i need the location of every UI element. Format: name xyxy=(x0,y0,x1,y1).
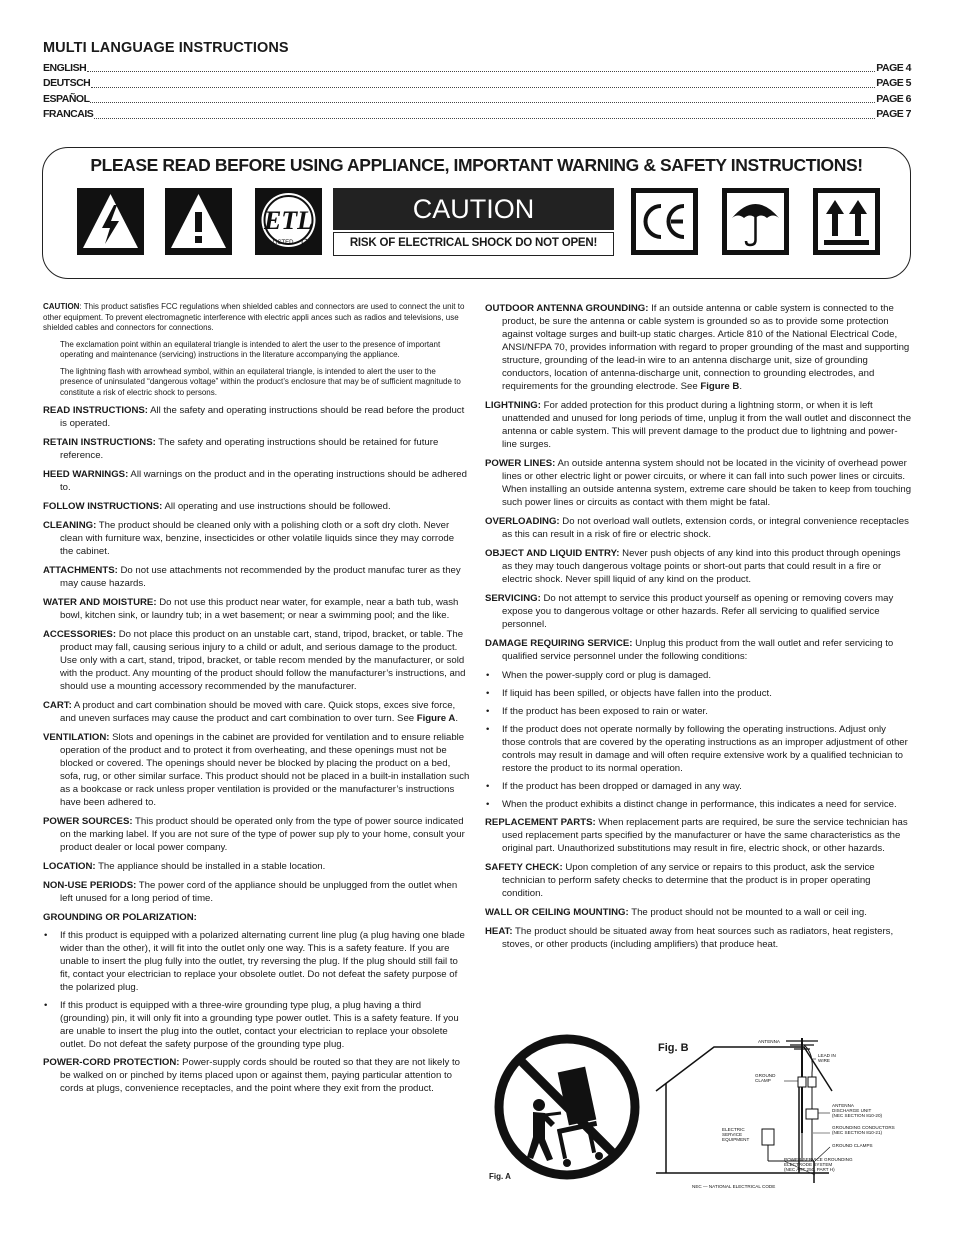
cart-item xyxy=(43,699,470,725)
item-text: Do not place this product on an unstable cart, stand, tripod, bracket, or table. The product may fall, causing serious injury to a child or adult, and serious damage to the product. Use only with a cart, stand, tripod, bracket, or table recom mended by the manufacturer, or sold with the product. Any mounting of the product should follow the manufacturer’s instructions, and should use a mounting accessory recommended by the manufacturer. xyxy=(60,629,466,692)
toc-lang: FRANCAIS xyxy=(43,108,94,121)
safety-check-item xyxy=(485,861,912,900)
heat-item xyxy=(485,925,912,951)
figure-b-antenna-grounding xyxy=(654,1033,912,1191)
damage-bullet: • If the product has been exposed to rain or water. xyxy=(485,705,912,718)
item-heading: VENTILATION: xyxy=(43,732,110,743)
caution-heading: CAUTION xyxy=(43,302,80,311)
read-instructions-item xyxy=(43,404,470,430)
item-heading: POWER LINES: xyxy=(485,458,556,469)
damage-bullet: • If liquid has been spilled, or objects have fallen into the product. xyxy=(485,687,912,700)
grounding-bullet: • If this product is equipped with a polarized alternating current line plug (a plug having one blade wider than the other), it will fit into the outlet only one way. This is a safety feature. If you are unable to insert the plug fully into the outlet, try reversing the plug. If the plug should still fail to fit, contact your electrician to replace your obsolete outlet. Do not defeat the safety purpose of the polarized plug. xyxy=(43,929,470,994)
servicing-item xyxy=(485,592,912,631)
toc-row-english xyxy=(43,61,911,76)
antenna-grounding-item xyxy=(485,302,912,393)
this-way-up-icon xyxy=(813,188,880,255)
item-text: The safety and operating instructions should be retained for future reference. xyxy=(60,437,439,461)
item-heading: RETAIN INSTRUCTIONS: xyxy=(43,437,156,448)
item-text: The product should be cleaned only with a polishing cloth or a soft dry cloth. Never clean with furniture wax, benzine, insecticides or other volatile liquids since they may corrode the cabinet. xyxy=(60,520,455,557)
damage-bullet: • When the power-supply cord or plug is damaged. xyxy=(485,669,912,682)
item-text: All warnings on the product and in the operating instructions should be adhered to. xyxy=(60,469,467,493)
damage-bullet: • When the product exhibits a distinct change in performance, this indicates a need for service. xyxy=(485,798,912,811)
lead-in-label-2: WIRE xyxy=(818,1058,830,1063)
figure-a-label: Fig. A xyxy=(489,1172,511,1181)
figure-b-ref: Figure B xyxy=(700,381,740,392)
grounding-bullet: • If this product is equipped with a three-wire grounding type plug, a plug having a third (grounding) pin, it will only fit into a grounding type power outlet. This is a safety feature. If you are unable to insert the plug into the outlet, contact your electrician to replace your obsolete outlet. Do not defeat the safety purpose of the grounding type plug. xyxy=(43,999,470,1051)
toc-page: PAGE 6 xyxy=(876,92,911,105)
electric-service-label-3: EQUIPMENT xyxy=(722,1137,750,1142)
item-heading: CLEANING: xyxy=(43,520,97,531)
ce-mark-icon xyxy=(631,188,698,255)
svg-text:ETL: ETL xyxy=(263,206,314,235)
damage-bullet: • If the product does not operate normally by following the operating instructions. Adjust only those controls that are covered by the operating instructions as an improper adjustment of other controls may result in damage and will often require extensive work by a qualified technician to restore the product to its normal operation. xyxy=(485,723,912,775)
item-text: Do not attempt to service this product yourself as opening or removing covers may expose you to dangerous voltage or other hazards. Refer all servicing to qualified service personnel. xyxy=(502,593,894,630)
power-service-grounding-label-2: ELECTRODE SYSTEM xyxy=(784,1162,833,1167)
item-heading: REPLACEMENT PARTS: xyxy=(485,817,596,828)
water-moisture-item xyxy=(43,596,470,622)
nec-label: NEC — NATIONAL ELECTRICAL CODE xyxy=(692,1184,776,1189)
replacement-parts-item xyxy=(485,816,912,855)
location-item xyxy=(43,860,470,873)
toc-row-deutsch xyxy=(43,76,911,91)
discharge-unit-label-3: (NEC SECTION 810-20) xyxy=(832,1113,883,1118)
damage-bullet: • If the product has been dropped or damaged in any way. xyxy=(485,780,912,793)
retain-instructions-item xyxy=(43,436,470,462)
toc-lang: ESPAÑOL xyxy=(43,92,90,105)
item-text: The product should not be mounted to a wall or ceil ing. xyxy=(628,907,867,918)
toc-row-francais xyxy=(43,107,911,122)
item-end: . xyxy=(739,381,742,392)
caution-label: CAUTION xyxy=(333,188,614,230)
item-heading: DAMAGE REQUIRING SERVICE: xyxy=(485,638,633,649)
item-text: All the safety and operating instructions should be read before the product is operated. xyxy=(60,405,465,429)
item-heading: HEED WARNINGS: xyxy=(43,469,129,480)
item-text: Do not overload wall outlets, extension cords, or integral convenience receptacles as this can result in a risk of fire or electric shock. xyxy=(502,516,909,540)
non-use-periods-item xyxy=(43,879,470,905)
cleaning-item xyxy=(43,519,470,558)
item-heading: POWER SOURCES: xyxy=(43,816,133,827)
item-heading: LIGHTNING: xyxy=(485,400,541,411)
item-text: Unplug this product from the wall outlet and refer servicing to qualified service personnel under the following conditions: xyxy=(502,638,894,662)
item-text: Do not use this product near water, for example, near a bath tub, wash bowl, kitchen sink, or laundry tub; in a wet basement; or near a swimming pool; and the like. xyxy=(60,597,459,621)
grounding-conductors-label: GROUNDING CONDUCTORS xyxy=(832,1125,895,1130)
item-text: Never push objects of any kind into this product through openings as they may touch dangerous voltage points or short-out parts that could result in a fire or electric shock. Never spill liquid of any kind on the product. xyxy=(502,548,901,585)
discharge-unit-label-2: DISCHARGE UNIT xyxy=(832,1108,872,1113)
electric-service-label: ELECTRIC xyxy=(722,1127,745,1132)
damage-requiring-service-item xyxy=(485,637,912,663)
left-column xyxy=(43,302,470,1101)
power-cord-item xyxy=(43,1056,470,1095)
ground-clamp-label: GROUND xyxy=(755,1073,776,1078)
grounding-heading: GROUNDING OR POLARIZATION: xyxy=(43,912,197,923)
power-sources-item xyxy=(43,815,470,854)
right-column xyxy=(485,302,912,957)
ground-clamp-label-2: CLAMP xyxy=(755,1078,771,1083)
item-heading: POWER-CORD PROTECTION: xyxy=(43,1057,180,1068)
item-heading: OBJECT AND LIQUID ENTRY: xyxy=(485,548,620,559)
item-heading: OVERLOADING: xyxy=(485,516,560,527)
item-text: A product and cart combination should be moved with care. Quick stops, exces sive force, and uneven surfaces may cause the product and cart combination to over turn. See xyxy=(60,700,456,724)
electric-service-label-2: SERVICE xyxy=(722,1132,743,1137)
item-text: Power-supply cords should be routed so that they are not likely to be walked on or pinched by items placed upon or against them, paying particular attention to cords at plugs, convenience receptacles, and the point where they exit from the product. xyxy=(60,1057,460,1094)
item-heading: HEAT: xyxy=(485,926,513,937)
toc-leader xyxy=(87,61,875,72)
antenna-label: ANTENNA xyxy=(758,1039,780,1044)
object-liquid-entry-item xyxy=(485,547,912,586)
toc-row-espanol xyxy=(43,92,911,107)
figure-a-ref: Figure A xyxy=(416,713,456,724)
wall-ceiling-mounting-item xyxy=(485,906,912,919)
toc-lang: ENGLISH xyxy=(43,62,87,74)
item-heading: FOLLOW INSTRUCTIONS: xyxy=(43,501,163,512)
item-heading: CART: xyxy=(43,700,72,711)
item-text: An outside antenna system should not be located in the vicinity of overhead power lines or other electric light or power circuits, or where it can fall into such power lines or circuits. When installing an outside antenna system, extreme care should be taken to keep from touching such power lines or circuits as contact with them might be fatal. xyxy=(502,458,912,508)
etl-listed-text: LISTED xyxy=(272,240,294,246)
item-heading: ACCESSORIES: xyxy=(43,629,117,640)
lightning-triangle-icon xyxy=(77,188,144,255)
item-text: The product should be situated away from heat sources such as radiators, heat registers, stoves, or other products (including amplifiers) that produce heat. xyxy=(502,926,894,950)
toc-lang: DEUTSCH xyxy=(43,77,91,90)
item-heading: SAFETY CHECK: xyxy=(485,862,563,873)
umbrella-icon xyxy=(722,188,789,255)
toc-page: PAGE 5 xyxy=(876,77,911,90)
follow-instructions-item xyxy=(43,500,470,513)
item-text: All operating and use instructions should be followed. xyxy=(162,501,391,512)
caution-subtext: RISK OF ELECTRICAL SHOCK DO NOT OPEN! xyxy=(333,232,614,256)
figure-a-cart-warning xyxy=(487,1033,647,1185)
item-heading: READ INSTRUCTIONS: xyxy=(43,405,148,416)
item-heading: WALL OR CEILING MOUNTING: xyxy=(485,907,629,918)
item-text: When replacement parts are required, be sure the service technician has used replacement parts specified by the manufacturer or have the same characteristics as the original part. Unauthorized substitutions may result in fire, electric shock, or other hazards. xyxy=(502,817,908,854)
lightning-note: The lightning flash with arrowhead symbol, within an equilateral triangle, is intended to alert the user to the presence of uninsulated “dangerous voltage” within the product’s enclosure that may be of sufficient magnitude to constitute a risk of electric shock to persons. xyxy=(60,366,461,397)
ground-clamps-label: GROUND CLAMPS xyxy=(832,1143,873,1148)
accessories-item xyxy=(43,628,470,693)
etl-listed-icon xyxy=(255,188,322,255)
grounding-conductors-label-2: (NEC SECTION 810-21) xyxy=(832,1130,883,1135)
warning-title: PLEASE READ BEFORE USING APPLIANCE, IMPORTANT WARNING & SAFETY INSTRUCTIONS! xyxy=(90,155,863,175)
item-text: The appliance should be installed in a stable location. xyxy=(95,861,326,872)
item-text: For added protection for this product during a lightning storm, or when it is left unattended and unused for long periods of time, unplug it from the wall outlet and disconnect the antenna or cable system. This will prevent damage to the product due to lightning and power-line surges. xyxy=(502,400,912,450)
item-text: Upon completion of any service or repairs to this product, ask the service technician to perform safety checks to determine that the product is in proper operating condition. xyxy=(502,862,875,899)
item-heading: SERVICING: xyxy=(485,593,541,604)
item-text: If an outside antenna or cable system is connected to the product, be sure the antenna or cable system is grounded so as to provide some protection against voltage surges and built-up static charges. Article 810 of the National Electrical Code, ANSI/NFPA 70, provides information with regard to proper grounding of the mast and supporting structure, grounding of the lead-in wire to an antenna discharge unit, size of grounding conductors, location of antenna-discharge unit, connection to grounding electrodes, and requirements for the grounding electrode. See xyxy=(502,303,910,392)
exclamation-triangle-icon xyxy=(165,188,232,255)
caution-text: : This product satisfies FCC regulations when shielded cables and connectors are used to connect the unit to other equipment. To prevent electromagnetic interference with electric appli ances such as radios and televisions, use shielded cables and connectors for connections. xyxy=(43,302,465,332)
lightning-item xyxy=(485,399,912,451)
item-heading: ATTACHMENTS: xyxy=(43,565,118,576)
discharge-unit-label: ANTENNA xyxy=(832,1103,854,1108)
caution-paragraph xyxy=(43,302,470,334)
overloading-item xyxy=(485,515,912,541)
item-end: . xyxy=(455,713,459,724)
item-text: Slots and openings in the cabinet are provided for ventilation and to ensure reliable operation of the product and to protect it from overheating, and these openings must not be blocked or covered. The openings should never be blocked by placing the product on a bed, sofa, rug, or other similar surface. This product should not be placed in a built-in installation such as a bookcase or rack unless proper ventilation is provided or the manufacturer’s instructions have been adhered to. xyxy=(60,732,470,808)
toc-leader xyxy=(91,76,875,87)
power-service-grounding-label: POWER SERVICE GROUNDING xyxy=(784,1157,853,1162)
item-text: This product should be operated only from the type of power source indicated on the marking label. If you are not sure of the type of power sup ply to your home, consult your product dealer or local power company. xyxy=(60,816,465,853)
figure-b-label: Fig. B xyxy=(658,1042,689,1054)
language-index-title: MULTI LANGUAGE INSTRUCTIONS xyxy=(43,40,289,56)
ventilation-item xyxy=(43,731,470,809)
exclamation-note: The exclamation point within an equilateral triangle is intended to alert the user to the presence of important operating and maintenance (servicing) instructions in the literature accompanying the appliance. xyxy=(60,339,441,359)
item-text: The power cord of the appliance should be unplugged from the outlet when left unused for a long period of time. xyxy=(60,880,458,904)
item-heading: OUTDOOR ANTENNA GROUNDING: xyxy=(485,303,649,314)
lead-in-label: LEAD IN xyxy=(818,1053,836,1058)
heed-warnings-item xyxy=(43,468,470,494)
item-heading: WATER AND MOISTURE: xyxy=(43,597,157,608)
item-text: Do not use attachments not recommended by the product manufac turer as they may cause hazards. xyxy=(60,565,461,589)
power-lines-item xyxy=(485,457,912,509)
toc-page: PAGE 7 xyxy=(876,108,911,121)
toc-page: PAGE 4 xyxy=(876,62,911,74)
toc-leader xyxy=(94,107,875,118)
toc-leader xyxy=(90,92,875,103)
item-heading: NON-USE PERIODS: xyxy=(43,880,137,891)
item-heading: LOCATION: xyxy=(43,861,96,872)
safety-warning-panel xyxy=(42,147,911,279)
power-service-grounding-label-3: (NEC ART 250, PART H) xyxy=(784,1167,835,1172)
attachments-item xyxy=(43,564,470,590)
language-index xyxy=(43,40,911,123)
